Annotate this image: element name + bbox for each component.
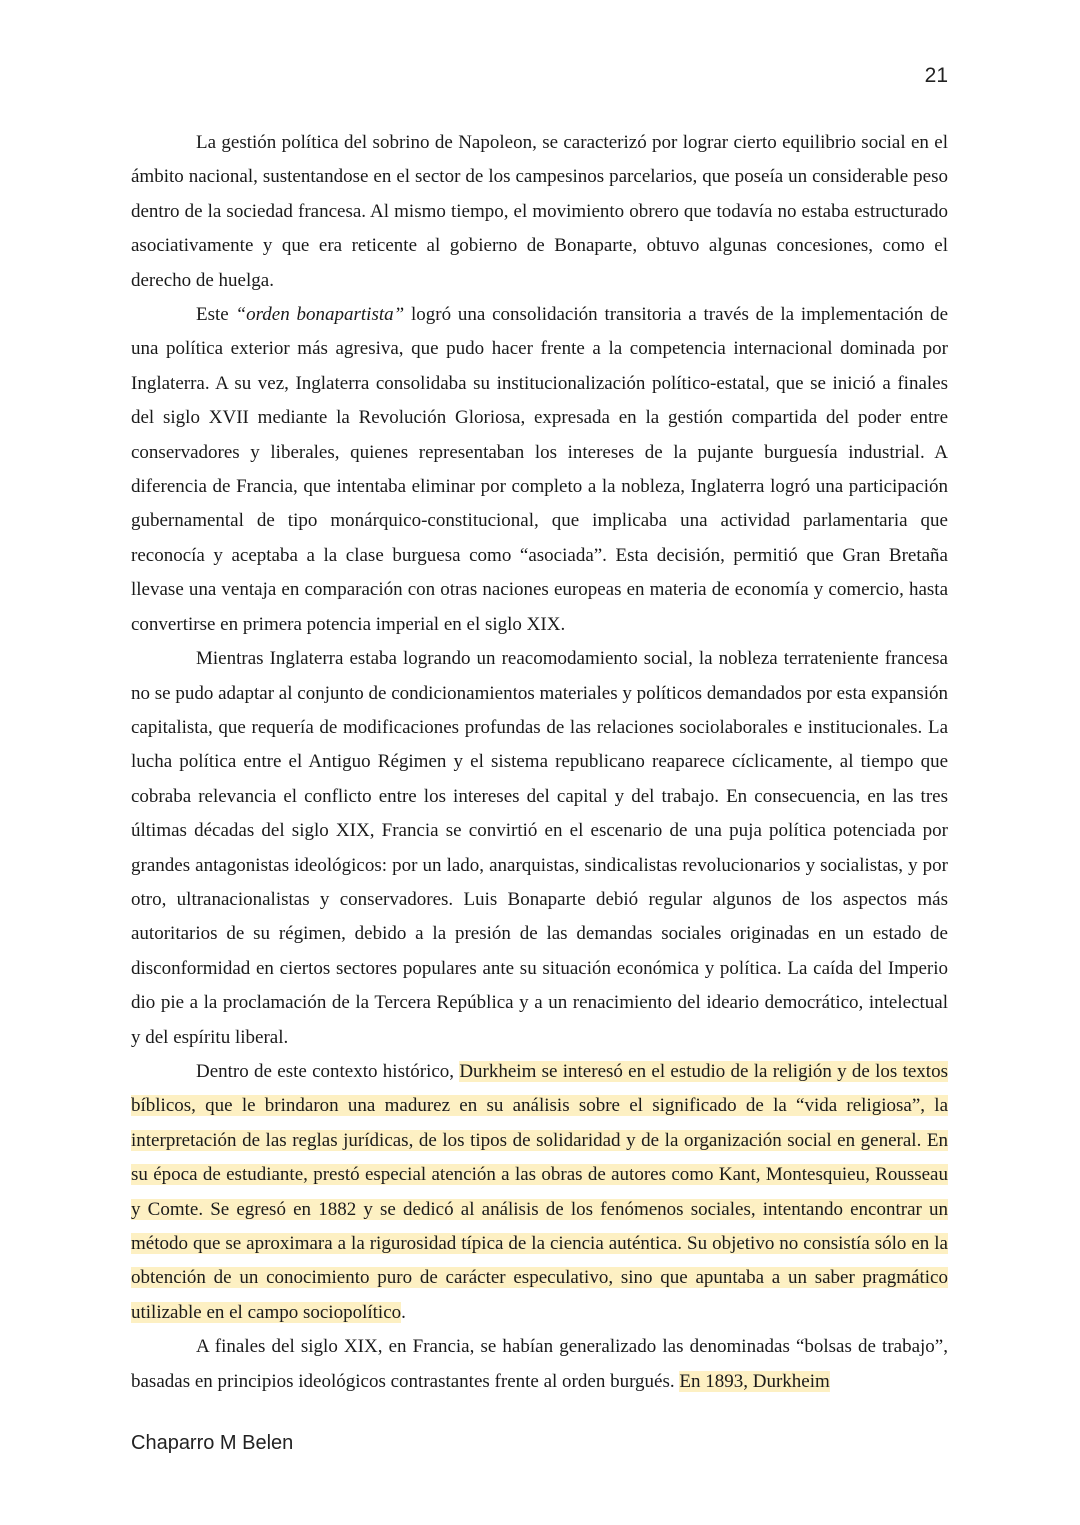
page-number: 21 — [924, 64, 948, 87]
paragraph-text: Este — [196, 304, 236, 326]
paragraph-4 — [131, 1055, 948, 1330]
emphasis-text: “orden bonapartista” — [235, 304, 405, 326]
paragraph-text: logró una consolidación transitoria a través de la implementación de una política exterior más agresiva, que pudo hacer frente a la competencia internacional dominada por Inglaterra. A su vez, Inglaterra consolidaba su institucionalización político-estatal, que se inició a finales del siglo XVII mediante la Revolución Gloriosa, expresada en la gestión compartida del poder entre conservadores y liberales, quienes representaban los intereses de la pujante burguesía industrial. A diferencia de Francia, que intentaba eliminar por completo a la nobleza, Inglaterra logró una participación gubernamental de tipo monárquico-constitucional, que implicaba una actividad parlamentaria que reconocía y aceptaba a la clase burguesa como “asociada”. Esta decisión, permitió que Gran Bretaña llevase una ventaja en comparación con otras naciones europeas en materia de economía y comercio, hasta convertirse en primera potencia imperial en el siglo XIX. — [131, 304, 949, 635]
highlighted-text: Durkheim se interesó en el estudio de la religión y de los textos bíblicos, que le brindaron una madurez en su análisis sobre el significado de la “vida religiosa”, la interpretación de las reglas jurídicas, de los tipos de solidaridad y de la organización social en general. En su época de estudiante, prestó especial atención a las obras de autores como Kant, Montesquieu, Rousseau y Comte. Se egresó en 1882 y se dedicó al análisis de los fenómenos sociales, intentando encontrar un método que se aproximara a la rigurosidad típica de la ciencia auténtica. Su objetivo no consistía sólo en la obtención de un conocimiento puro de carácter especulativo, sino que apuntaba a un saber pragmático utilizable en el campo sociopolítico — [131, 1060, 948, 1323]
paragraph-2 — [131, 298, 948, 642]
paragraph-text: A finales del siglo XIX, en Francia, se habían generalizado las denominadas “bolsas de trabajo”, basadas en principios ideológicos contrastantes frente al orden burgués. — [131, 1336, 948, 1392]
paragraph-text: . — [401, 1301, 406, 1323]
paragraph-text: Dentro de este contexto histórico, — [196, 1060, 460, 1082]
paragraph-5 — [131, 1330, 948, 1399]
paragraph-text: La gestión política del sobrino de Napoleon, se caracterizó por lograr cierto equilibrio social en el ámbito nacional, sustentandose en el sector de los campesinos parcelarios, que poseía un considerable peso dentro de la sociedad francesa. Al mismo tiempo, el movimiento obrero que todavía no estaba estructurado asociativamente y que era reticente al gobierno de Bonaparte, obtuvo algunas concesiones, como el derecho de huelga. — [131, 132, 948, 291]
document-body — [131, 126, 948, 1399]
paragraph-text: Mientras Inglaterra estaba logrando un reacomodamiento social, la nobleza terrateniente francesa no se pudo adaptar al conjunto de condicionamientos materiales y políticos demandados por esta expansión capitalista, que requería de modificaciones profundas de las relaciones sociolaborales e institucionales. La lucha política entre el Antiguo Régimen y el sistema republicano reaparece cíclicamente, al tiempo que cobraba relevancia el conflicto entre los intereses del capital y del trabajo. En consecuencia, en las tres últimas décadas del siglo XIX, Francia se convirtió en el escenario de una puja política potenciada por grandes antagonistas ideológicos: por un lado, anarquistas, sindicalistas revolucionarios y socialistas, y por otro, ultranacionalistas y conservadores. Luis Bonaparte debió regular algunos de los aspectos más autoritarios de su régimen, debido a la presión de las demandas sociales originadas en un estado de disconformidad en ciertos sectores populares ante su situación económica y política. La caída del Imperio dio pie a la proclamación de la Tercera República y a un renacimiento del ideario democrático, intelectual y del espíritu liberal. — [131, 648, 948, 1048]
highlighted-text: En 1893, Durkheim — [679, 1370, 830, 1392]
footer-author: Chaparro M Belen — [131, 1432, 294, 1454]
paragraph-3 — [131, 642, 948, 1055]
paragraph-1 — [131, 126, 948, 298]
